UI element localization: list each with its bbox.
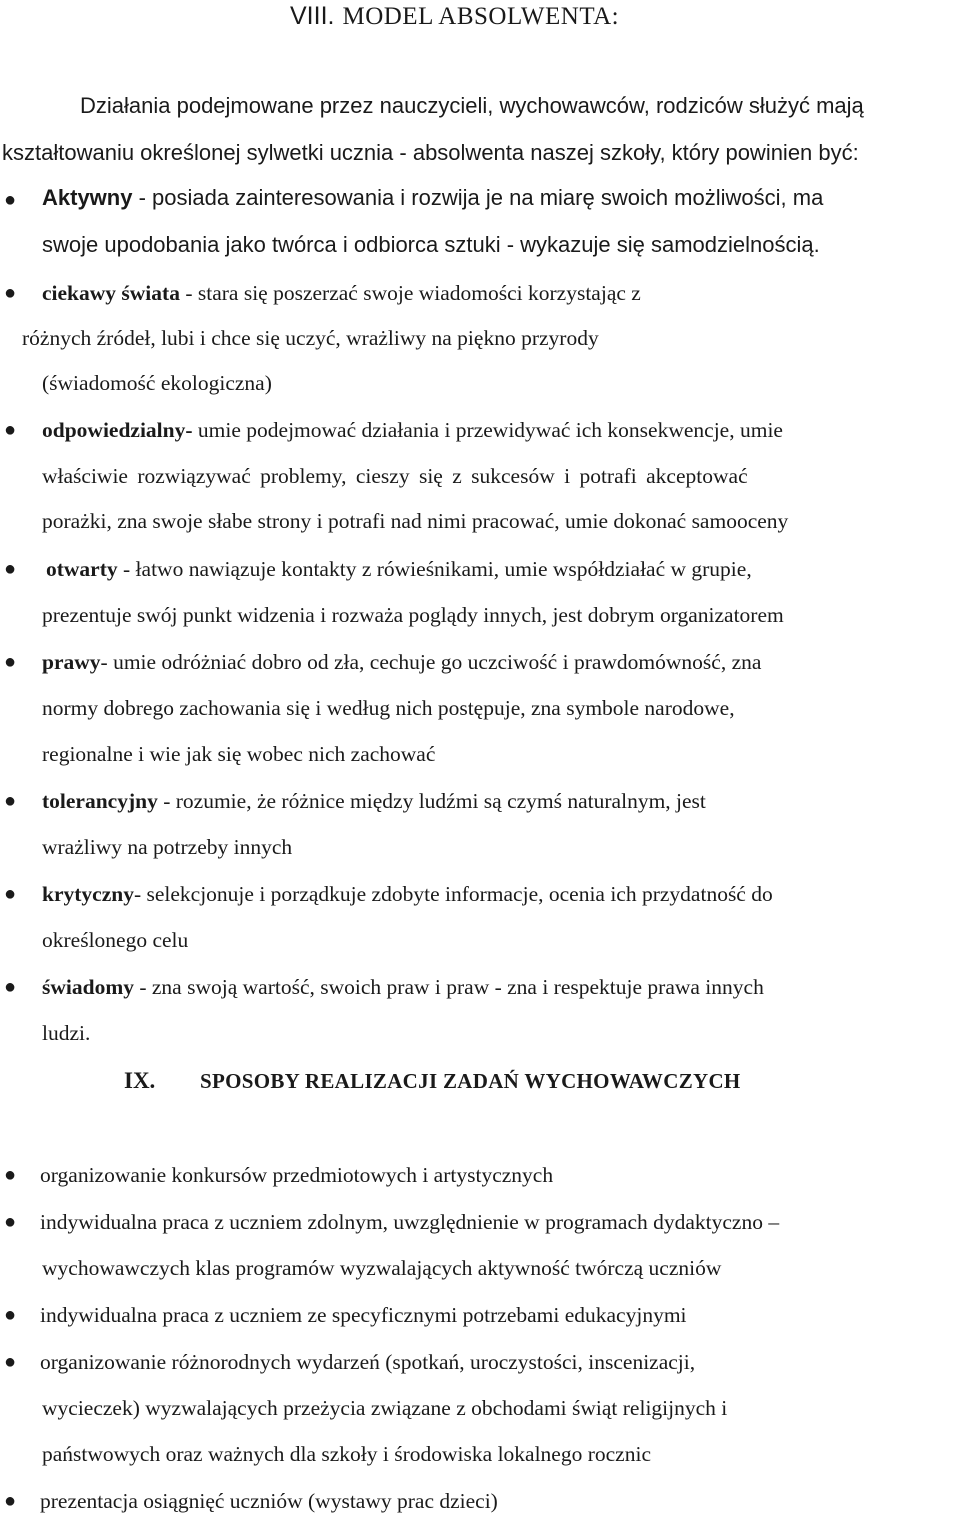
intro-line: Działania podejmowane przez nauczycieli, wychowawców, rodziców służyć mają — [80, 93, 864, 118]
trait-term: krytyczny — [42, 882, 134, 906]
trait-term: Aktywny — [42, 185, 133, 210]
list-item: prawy- umie odróżniać dobro od zła, cechuje go uczciwość i prawdomówność, zna — [42, 650, 762, 674]
list-item-continuation: wrażliwy na potrzeby innych — [42, 835, 293, 859]
bullet-icon: ● — [3, 1164, 17, 1186]
trait-term: prawy — [42, 650, 101, 674]
list-item-continuation: swoje upodobania jako twórca i odbiorca sztuki - wykazuje się samodzielnością. — [42, 232, 820, 257]
list-item-continuation: prezentuje swój punkt widzenia i rozważa poglądy innych, jest dobrym organizatorem — [42, 603, 784, 627]
trait-term: otwarty — [46, 557, 118, 581]
list-item-continuation: różnych źródeł, lubi i chce się uczyć, wrażliwy na piękno przyrody — [22, 326, 599, 350]
list-item: indywidualna praca z uczniem zdolnym, uwzględnienie w programach dydaktyczno – — [40, 1210, 780, 1234]
bullet-icon: ● — [3, 189, 17, 211]
bullet-icon: ● — [3, 790, 17, 812]
list-item: krytyczny- selekcjonuje i porządkuje zdobyte informacje, ocenia ich przydatność do — [42, 882, 773, 906]
list-item-continuation: wychowawczych klas programów wyzwalających aktywność twórczą uczniów — [42, 1256, 722, 1280]
trait-term: ciekawy świata — [42, 281, 180, 305]
list-item: tolerancyjny - rozumie, że różnice między ludźmi są czymś naturalnym, jest — [42, 789, 706, 813]
trait-term: świadomy — [42, 975, 134, 999]
bullet-icon: ● — [3, 1211, 17, 1233]
list-item: prezentacja osiągnięć uczniów (wystawy prac dzieci) — [40, 1489, 498, 1513]
list-item-continuation: normy dobrego zachowania się i według nich postępuje, zna symbole narodowe, — [42, 696, 735, 720]
list-item: organizowanie różnorodnych wydarzeń (spotkań, uroczystości, inscenizacji, — [40, 1350, 696, 1374]
list-item-continuation: (świadomość ekologiczna) — [42, 371, 272, 395]
list-item-continuation: państwowych oraz ważnych dla szkoły i środowiska lokalnego rocznic — [42, 1442, 651, 1466]
bullet-icon: ● — [3, 1490, 17, 1512]
list-item: świadomy - zna swoją wartość, swoich praw i praw - zna i respektuje prawa innych — [42, 975, 764, 999]
bullet-icon: ● — [3, 419, 17, 441]
list-item-continuation: porażki, zna swoje słabe strony i potrafi nad nimi pracować, umie dokonać samooceny — [42, 509, 789, 533]
list-item: organizowanie konkursów przedmiotowych i artystycznych — [40, 1163, 554, 1187]
list-item: indywidualna praca z uczniem ze specyficznymi potrzebami edukacyjnymi — [40, 1303, 687, 1327]
list-item-continuation: wycieczek) wyzwalających przeżycia związane z obchodami świąt religijnych i — [42, 1396, 728, 1420]
list-item-continuation: regionalne i wie jak się wobec nich zachować — [42, 742, 436, 766]
section-9-title: SPOSOBY REALIZACJI ZADAŃ WYCHOWAWCZYCH — [200, 1069, 741, 1093]
intro-line: kształtowaniu określonej sylwetki ucznia - absolwenta naszej szkoły, który powinien być: — [2, 140, 859, 165]
list-item: odpowiedzialny- umie podejmować działania i przewidywać ich konsekwencje, umie — [42, 418, 783, 442]
trait-term: tolerancyjny — [42, 789, 158, 813]
list-item-continuation: określonego celu — [42, 928, 189, 952]
section-8-number: VIII. — [290, 2, 335, 30]
section-9-number: IX. — [124, 1068, 156, 1093]
list-item: ciekawy świata - stara się poszerzać swoje wiadomości korzystając z — [42, 281, 641, 305]
list-item: otwarty - łatwo nawiązuje kontakty z rówieśnikami, umie współdziałać w grupie, — [46, 557, 752, 581]
bullet-icon: ● — [3, 976, 17, 998]
list-item-continuation: właściwie rozwiązywać problemy, cieszy się z sukcesów i potrafi akceptować — [42, 464, 748, 488]
bullet-icon: ● — [3, 1351, 17, 1373]
bullet-icon: ● — [3, 558, 17, 580]
list-item-continuation: ludzi. — [42, 1021, 91, 1045]
bullet-icon: ● — [3, 883, 17, 905]
section-8-heading — [290, 0, 619, 33]
list-item: Aktywny - posiada zainteresowania i rozwija je na miarę swoich możliwości, ma — [42, 185, 824, 210]
section-8-title: MODEL ABSOLWENTA: — [342, 3, 620, 30]
bullet-icon: ● — [3, 651, 17, 673]
trait-term: odpowiedzialny- — [42, 418, 193, 442]
bullet-icon: ● — [3, 282, 17, 304]
bullet-icon: ● — [3, 1304, 17, 1326]
